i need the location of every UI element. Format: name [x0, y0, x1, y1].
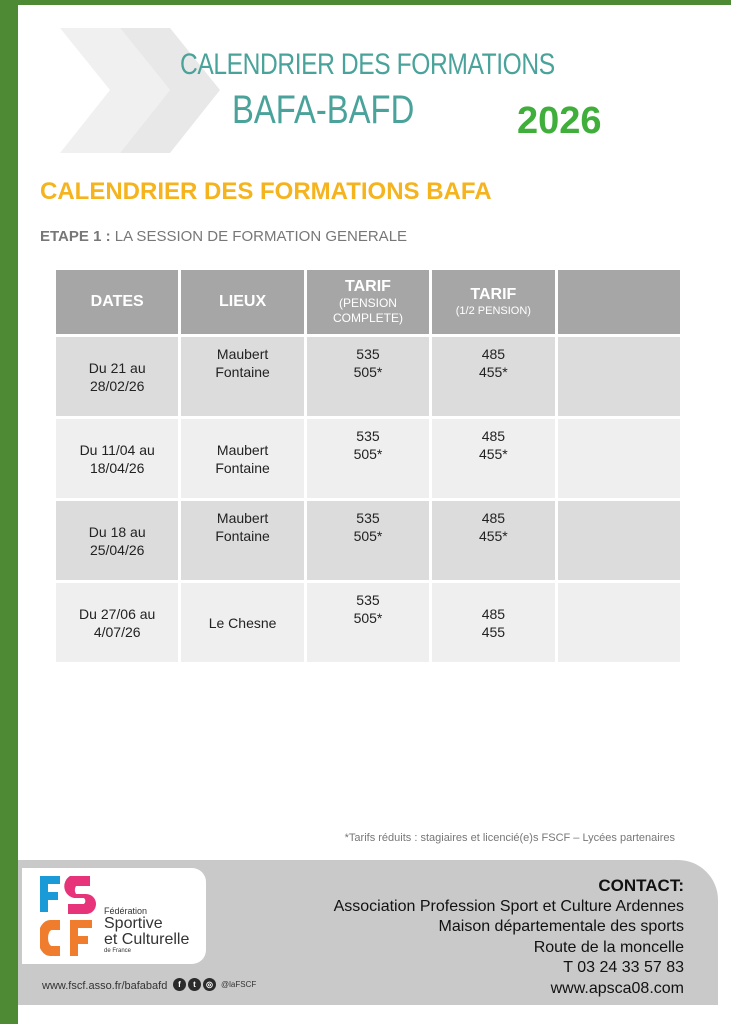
tarif2-full: 485: [481, 346, 506, 362]
cell-empty: [558, 501, 680, 580]
table-row: [56, 337, 680, 416]
contact-block: [334, 876, 684, 999]
tarif1-reduced: 505*: [353, 364, 383, 380]
contact-phone: T 03 24 33 57 83: [563, 959, 684, 976]
logo-line2: Sportive: [104, 915, 163, 932]
date-end: 25/04/26: [89, 541, 145, 558]
cell-empty: [558, 419, 680, 498]
logo-line4: de France: [104, 948, 132, 954]
contact-org: Association Profession Sport et Culture Ardennes: [333, 897, 684, 915]
logo-line1: Fédération: [104, 906, 148, 916]
header-dates: DATES: [56, 270, 178, 334]
section-title: CALENDRIER DES FORMATIONS BAFA: [40, 178, 492, 205]
social-links: [173, 978, 256, 991]
calendar-table: [53, 267, 683, 665]
table-row: [56, 419, 680, 498]
contact-building: Maison départementale des sports: [438, 918, 684, 935]
cell-tarif1: [307, 337, 429, 416]
tarif2-full: 485: [481, 510, 506, 526]
date-start: Du 21 au: [88, 359, 146, 376]
logo-text: [104, 906, 189, 954]
date-end: 4/07/26: [93, 623, 141, 640]
tarif2-full: 485: [481, 605, 506, 622]
tarif2-full: 485: [481, 428, 506, 444]
date-start: Du 27/06 au: [79, 605, 156, 622]
header-subtitle: BAFA-BAFD: [232, 88, 415, 132]
lieu-line1: Maubert: [216, 510, 269, 526]
cell-tarif2: [432, 337, 554, 416]
cell-empty: [558, 583, 680, 662]
date-start: Du 18 au: [88, 523, 146, 540]
table-header-row: [56, 270, 680, 334]
tarif1-full: 535: [356, 428, 380, 444]
etape-label: ETAPE 1 :: [40, 228, 111, 245]
twitter-icon[interactable]: t: [188, 978, 201, 991]
chevron-decoration: [60, 28, 230, 153]
header-year: 2026: [517, 100, 602, 142]
tarif2-reduced: 455*: [478, 528, 508, 544]
lieu-line2: Fontaine: [215, 364, 270, 380]
cell-tarif2: [432, 583, 554, 662]
cell-tarif1: [307, 583, 429, 662]
header-tarif1-sub1: (PENSION: [338, 296, 397, 310]
cell-lieu: [181, 419, 303, 498]
cell-dates: [56, 337, 178, 416]
lieu-line2: Fontaine: [215, 528, 270, 544]
header-lieux: LIEUX: [181, 270, 303, 334]
fscf-logo-icon: [40, 876, 96, 956]
contact-website-link[interactable]: www.apsca08.com: [550, 979, 684, 997]
tarif2-reduced: 455: [481, 623, 506, 640]
date-start: Du 11/04 au: [79, 441, 155, 458]
tarif1-full: 535: [356, 346, 380, 362]
header-tarif-pension: [307, 270, 429, 334]
cell-tarif2: [432, 419, 554, 498]
header-tarif2-sub: (1/2 PENSION): [455, 304, 531, 317]
instagram-icon[interactable]: ◎: [203, 978, 216, 991]
fscf-url-link[interactable]: www.fscf.asso.fr/bafabafd: [42, 980, 168, 992]
lieu-line2: Fontaine: [215, 459, 270, 476]
tarif2-reduced: 455*: [478, 364, 508, 380]
header-title: CALENDRIER DES FORMATIONS: [180, 48, 555, 81]
tarif2-reduced: 455*: [478, 446, 508, 462]
table-row: [56, 583, 680, 662]
tarif1-reduced: 505*: [353, 528, 383, 544]
header-empty: [558, 270, 680, 334]
table-row: [56, 501, 680, 580]
cell-dates: [56, 419, 178, 498]
tarif1-reduced: 505*: [353, 610, 383, 626]
date-end: 18/04/26: [89, 459, 145, 476]
cell-tarif2: [432, 501, 554, 580]
tarif1-reduced: 505*: [353, 446, 383, 462]
cell-dates: [56, 583, 178, 662]
social-handle: @laFSCF: [221, 980, 257, 989]
cell-tarif1: [307, 501, 429, 580]
logo-line3: et Culturelle: [104, 931, 190, 948]
lieu-line1: Le Chesne: [208, 614, 277, 631]
etape-line: [40, 228, 407, 245]
contact-title: CONTACT:: [598, 876, 684, 895]
lieu-line1: Maubert: [216, 441, 269, 458]
cell-dates: [56, 501, 178, 580]
header-tarif1-label: TARIF: [345, 278, 391, 295]
facebook-icon[interactable]: f: [173, 978, 186, 991]
header-tarif2-label: TARIF: [470, 285, 517, 303]
lieu-line1: Maubert: [216, 346, 269, 362]
cell-empty: [558, 337, 680, 416]
cell-lieu: [181, 583, 303, 662]
cell-lieu: [181, 337, 303, 416]
top-border: [0, 0, 731, 5]
etape-text: LA SESSION DE FORMATION GENERALE: [114, 228, 408, 245]
contact-street: Route de la moncelle: [533, 938, 684, 956]
tarif1-full: 535: [356, 592, 380, 608]
footnote: *Tarifs réduits : stagiaires et licencié(e)s FSCF – Lycées partenaires: [344, 832, 675, 844]
left-border: [0, 0, 18, 1024]
cell-lieu: [181, 501, 303, 580]
header-tarif1-sub2: COMPLETE): [332, 311, 403, 325]
date-end: 28/02/26: [89, 377, 145, 394]
cell-tarif1: [307, 419, 429, 498]
header-tarif-demi-pension: [432, 270, 554, 334]
tarif1-full: 535: [356, 510, 380, 526]
